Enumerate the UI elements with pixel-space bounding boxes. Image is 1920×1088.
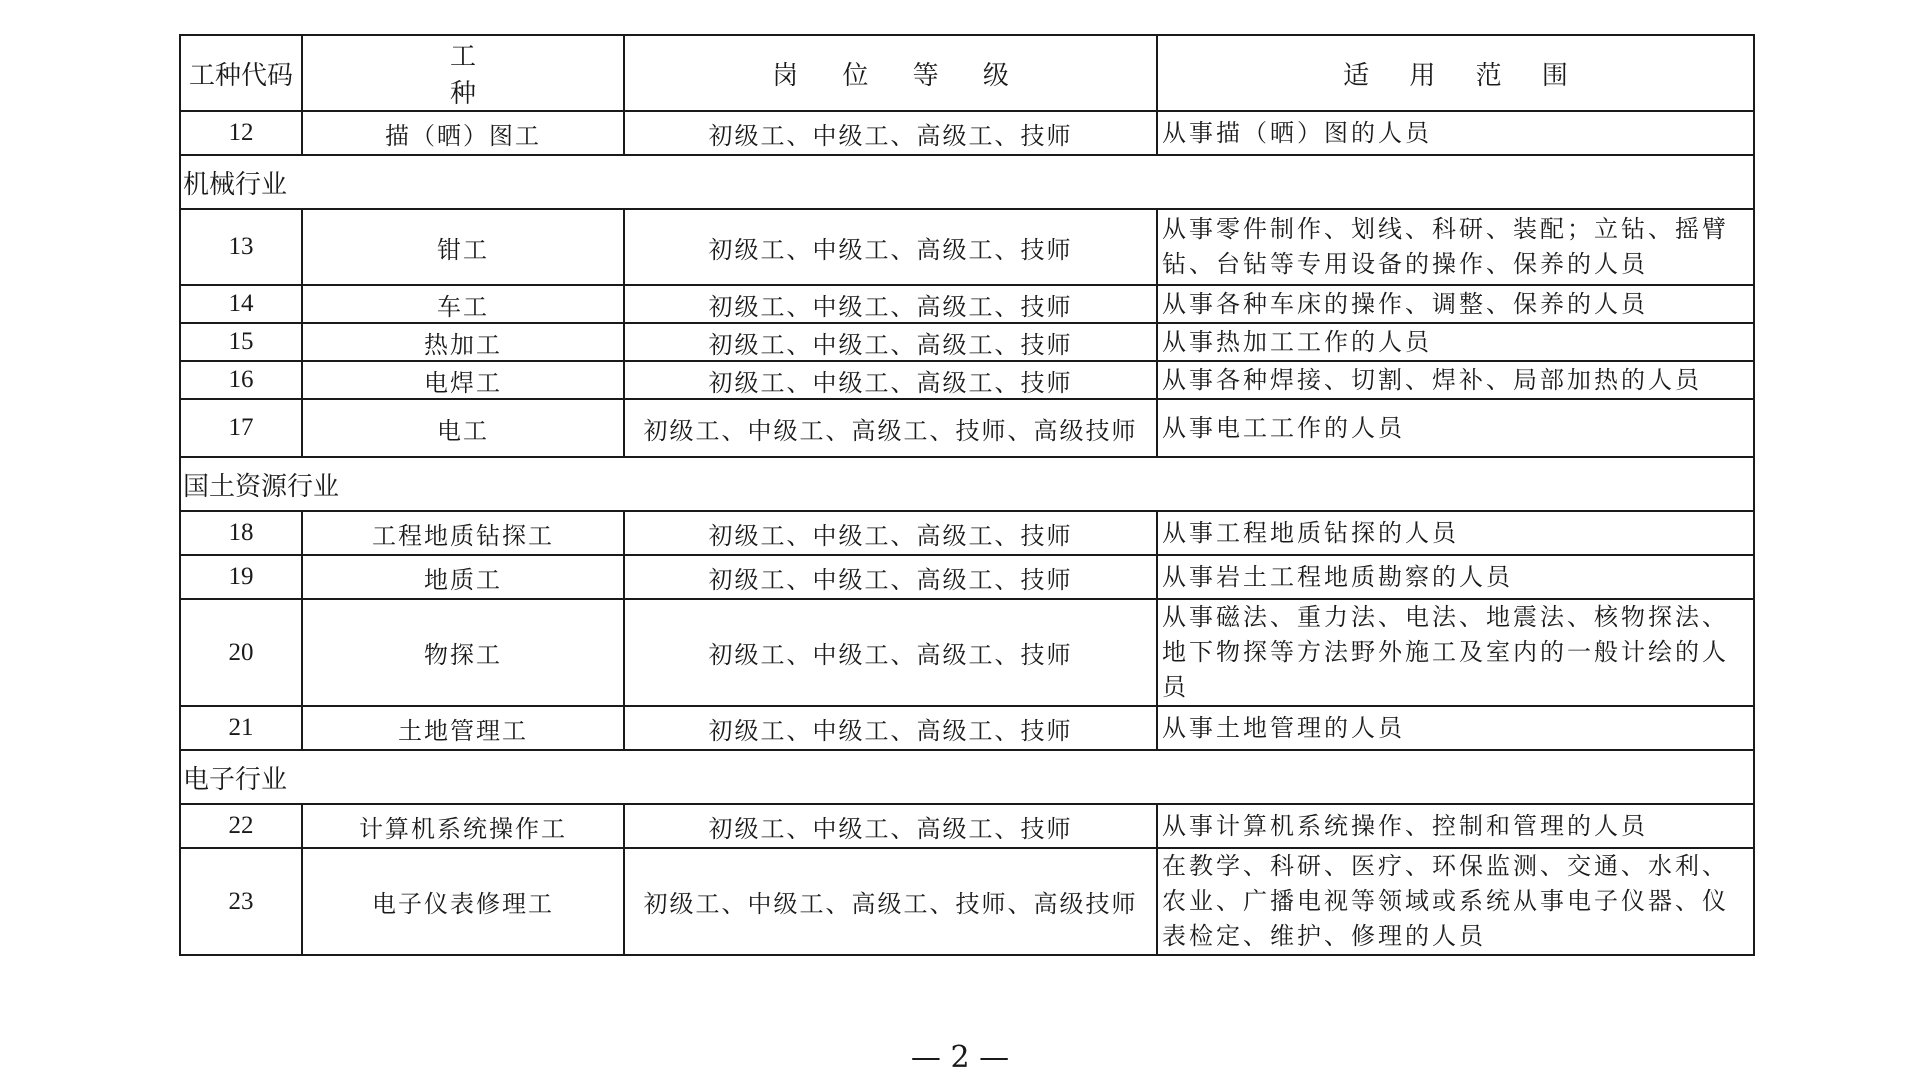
position-grade-cell: 初级工、中级工、高级工、技师 xyxy=(624,323,1157,361)
table-row xyxy=(180,209,1754,285)
position-grade-cell: 初级工、中级工、高级工、技师 xyxy=(624,285,1157,323)
table-row xyxy=(180,511,1754,555)
job-code-cell: 23 xyxy=(180,848,302,955)
job-code-cell: 15 xyxy=(180,323,302,361)
position-grade-cell: 初级工、中级工、高级工、技师 xyxy=(624,599,1157,706)
applicable-scope-cell: 从事岩土工程地质勘察的人员 xyxy=(1157,555,1754,599)
applicable-scope-cell: 从事磁法、重力法、电法、地震法、核物探法、地下物探等方法野外施工及室内的一般计绘的人员 xyxy=(1157,599,1754,706)
job-code-cell: 19 xyxy=(180,555,302,599)
position-grade-cell: 初级工、中级工、高级工、技师 xyxy=(624,511,1157,555)
applicable-scope-cell: 从事土地管理的人员 xyxy=(1157,706,1754,750)
job-code-cell: 21 xyxy=(180,706,302,750)
applicable-scope-cell: 从事零件制作、划线、科研、装配；立钻、摇臂钻、台钻等专用设备的操作、保养的人员 xyxy=(1157,209,1754,285)
section-row xyxy=(180,457,1754,511)
applicable-scope-cell: 从事热加工工作的人员 xyxy=(1157,323,1754,361)
job-type-cell: 地质工 xyxy=(302,555,624,599)
applicable-scope-cell: 从事工程地质钻探的人员 xyxy=(1157,511,1754,555)
job-type-cell: 电工 xyxy=(302,399,624,457)
job-type-cell: 热加工 xyxy=(302,323,624,361)
position-grade-cell: 初级工、中级工、高级工、技师、高级技师 xyxy=(624,399,1157,457)
job-type-cell: 车工 xyxy=(302,285,624,323)
job-code-cell: 20 xyxy=(180,599,302,706)
table-body xyxy=(180,111,1754,955)
job-type-cell: 电焊工 xyxy=(302,361,624,399)
table-row xyxy=(180,399,1754,457)
job-type-cell: 钳工 xyxy=(302,209,624,285)
table-row xyxy=(180,111,1754,155)
applicable-scope-cell: 从事各种焊接、切割、焊补、局部加热的人员 xyxy=(1157,361,1754,399)
table-row xyxy=(180,706,1754,750)
section-label: 机械行业 xyxy=(180,155,1754,209)
applicable-scope-cell: 从事各种车床的操作、调整、保养的人员 xyxy=(1157,285,1754,323)
job-type-cell: 物探工 xyxy=(302,599,624,706)
applicable-scope-cell: 从事电工工作的人员 xyxy=(1157,399,1754,457)
job-type-cell: 土地管理工 xyxy=(302,706,624,750)
table-row xyxy=(180,848,1754,955)
job-code-cell: 12 xyxy=(180,111,302,155)
table-header-row xyxy=(180,35,1754,111)
table-row xyxy=(180,804,1754,848)
section-row xyxy=(180,750,1754,804)
job-code-cell: 22 xyxy=(180,804,302,848)
job-code-cell: 16 xyxy=(180,361,302,399)
position-grade-cell: 初级工、中级工、高级工、技师 xyxy=(624,361,1157,399)
header-job-type: 工 种 xyxy=(302,35,624,111)
job-code-cell: 18 xyxy=(180,511,302,555)
header-job-code: 工种代码 xyxy=(180,35,302,111)
job-code-cell: 14 xyxy=(180,285,302,323)
job-type-cell: 工程地质钻探工 xyxy=(302,511,624,555)
table-row xyxy=(180,361,1754,399)
section-row xyxy=(180,155,1754,209)
position-grade-cell: 初级工、中级工、高级工、技师 xyxy=(624,555,1157,599)
position-grade-cell: 初级工、中级工、高级工、技师 xyxy=(624,209,1157,285)
position-grade-cell: 初级工、中级工、高级工、技师 xyxy=(624,706,1157,750)
header-position-grade: 岗 位 等 级 xyxy=(624,35,1157,111)
applicable-scope-cell: 从事描（晒）图的人员 xyxy=(1157,111,1754,155)
position-grade-cell: 初级工、中级工、高级工、技师 xyxy=(624,804,1157,848)
job-type-cell: 电子仪表修理工 xyxy=(302,848,624,955)
job-type-cell: 计算机系统操作工 xyxy=(302,804,624,848)
job-classification-table xyxy=(179,34,1755,956)
table-row xyxy=(180,555,1754,599)
header-applicable-scope: 适 用 范 围 xyxy=(1157,35,1754,111)
table-row xyxy=(180,285,1754,323)
section-label: 国土资源行业 xyxy=(180,457,1754,511)
table-row xyxy=(180,599,1754,706)
page-number: — 2 — xyxy=(910,1040,1010,1075)
position-grade-cell: 初级工、中级工、高级工、技师 xyxy=(624,111,1157,155)
job-code-cell: 13 xyxy=(180,209,302,285)
section-label: 电子行业 xyxy=(180,750,1754,804)
applicable-scope-cell: 在教学、科研、医疗、环保监测、交通、水利、农业、广播电视等领域或系统从事电子仪器、仪表检定、维护、修理的人员 xyxy=(1157,848,1754,955)
job-code-cell: 17 xyxy=(180,399,302,457)
applicable-scope-cell: 从事计算机系统操作、控制和管理的人员 xyxy=(1157,804,1754,848)
job-type-cell: 描（晒）图工 xyxy=(302,111,624,155)
table-row xyxy=(180,323,1754,361)
position-grade-cell: 初级工、中级工、高级工、技师、高级技师 xyxy=(624,848,1157,955)
